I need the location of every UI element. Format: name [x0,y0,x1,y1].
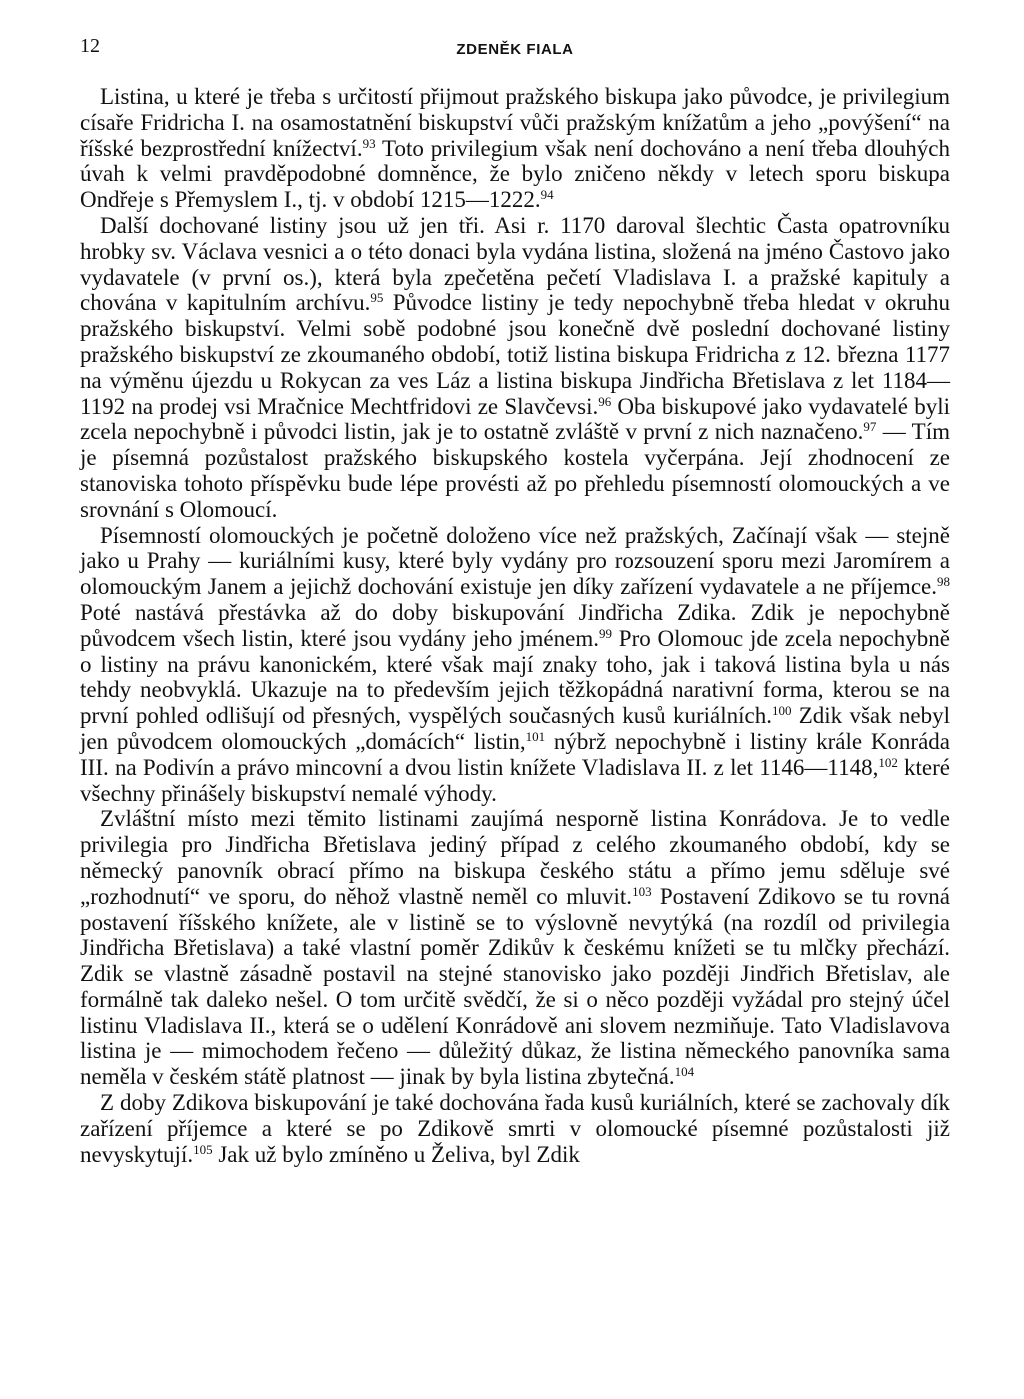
page-number: 12 [80,35,100,57]
book-page [80,0,950,1399]
text-run: Oba biskupové jako vydavatelé byli zcela nepochybně i původci listin, jak je to ostatně zvláště v první z nich naznačeno. [80,393,950,445]
text-run: Původce listiny je tedy nepochybně třeba hledat v okruhu pražského biskupství. Velmi sobě podobné jsou konečně dvě poslední dochované listiny pražského biskupství ze zkoumaného období, totiž listina biskupa Fridricha z 12. března 1177 na výměnu újezdu u Rokycan za ves Láz a listina biskupa Jindřicha Břetislava z let 1184—1192 na prodej vsi Mračnice Mechtfridovi ze Slavčevsi. [80,290,950,419]
text-run: nýbrž nepochybně i listiny krále Konráda III. na Podivín a právo mincovní a dvou listin knížete Vladislava II. z let 1146—1148, [80,728,950,780]
text-run: Toto privilegium však není dochováno a není třeba dlouhých úvah k velmi pravděpodobné domněnce, že bylo zničeno někdy v letech sporu biskupa Ondřeje s Přemyslem I., tj. v období 1215—1222. [80,135,950,213]
text-run: Zdik však nebyl jen původcem olomouckých „domácích“ listin, [80,703,951,754]
text-run: — Tím je písemná pozůstalost pražského biskupského kostela vyčerpána. Její zhodnocení ze stanoviska tohoto příspěvku bude lépe provésti až po přehledu písemností olomouckých a ve srovnání s Olomoucí. [80,419,950,522]
text-run: Jak už bylo zmíněno u Želiva, byl Zdik [212,1141,580,1167]
footnote-reference: 97 [863,419,877,435]
footnote-reference: 95 [370,290,384,306]
body-text [80,84,950,1167]
footnote-reference: 104 [674,1064,695,1080]
paragraph [80,213,950,523]
paragraph [80,1090,950,1167]
text-run: Pro Olomouc jde zcela nepochybně o listiny na právu kanonickém, které však mají znaky toho, jak i taková listina byla u nás tehdy neobvyklá. Ukazuje na to především jejich těžkopádná narativní forma, kterou se na první pohled odlišují od přesných, vyspělých současných kusů kuriálních. [80,625,951,729]
footnote-reference: 105 [193,1141,213,1157]
text-run: Z doby Zdikova biskupování je také dochována řada kusů kuriálních, které se zachovaly dík zařízení příjemce a které se po Zdikově smrti v olomoucké písemné pozůstalosti již nevyskytují. [80,1090,950,1167]
footnote-reference: 102 [878,754,898,770]
text-run: Další dochované listiny jsou už jen tři. Asi r. 1170 daroval šlechtic Časta opatrovníku hrobky sv. Václava vesnici a o této donaci byla vydána listina, složená na jméno Častovo jako vydavatele (v první os.), která byla zpečetěna pečetí Vladislava I. a pražské kapituly a chována v kapitulním archívu. [80,212,950,316]
page-header [80,34,950,56]
footnote-reference: 93 [362,135,376,151]
footnote-reference: 103 [632,883,652,899]
paragraph [80,806,950,1090]
text-run: Postavení Zdikovo se tu rovná postavení říšského knížete, ale v listině se to výslovně nevytýká (na rozdíl od privilegia Jindřicha Břetislava) a také vlastní poměr Zdikův k českému knížeti se tu mlčky přechází. Zdik se vlastně zásadně postavil na stejné stanovisko jako později Jindřich Břetislav, ale formálně tak daleko nešel. O tom určitě svědčí, že si o něco později vyžádal pro stejný účel listinu Vladislava II., která se o udělení Konrádově ani slovem nezmiňuje. Tato Vladislavova listina je — mimochodem řečeno — důležitý důkaz, že listina německého panovníka sama neměla v českém státě platnost — jinak by byla listina zbytečná. [80,883,951,1090]
running-head: ZDENĚK FIALA [456,41,574,58]
footnote-reference: 100 [771,703,792,719]
footnote-reference: 101 [525,728,546,744]
footnote-reference: 99 [599,625,612,641]
text-run: Písemností olomouckých je početně doloženo více než pražských, Začínají však — stejně jako u Prahy — kuriálními kusy, které byly vydány pro rozsouzení sporu mezi Jaromírem a olomouckým Janem a jejichž dochování existuje jen díky zařízení vydavatele a ne příjemce. [80,522,950,600]
footnote-reference: 98 [937,574,950,590]
paragraph [80,523,950,807]
footnote-reference: 94 [540,187,554,203]
paragraph [80,84,950,213]
footnote-reference: 96 [598,393,612,409]
text-run: které všechny přinášely biskupství nemalé výhody. [80,754,951,806]
text-run: Listina, u které je třeba s určitostí přijmout pražského biskupa jako původce, je privilegium císaře Fridricha I. na osamostatnění biskupství vůči pražským knížatům a jeho „povýšení“ na říšské bezprostřední knížectví. [80,84,950,161]
text-run: Zvláštní místo mezi těmito listinami zaujímá nesporně listina Konrádova. Je to vedle privilegia pro Jindřicha Břetislava jediný případ z celého zkoumaného období, kdy se německý panovník obrací přímo na biskupa českého státu a přímo jemu sděluje své „rozhodnutí“ ve sporu, do něhož vlastně neměl co mluvit. [80,806,950,909]
text-run: Poté nastává přestávka až do doby biskupování Jindřicha Zdika. Zdik je nepochybně původcem všech listin, které jsou vydány jeho jménem. [80,599,950,651]
